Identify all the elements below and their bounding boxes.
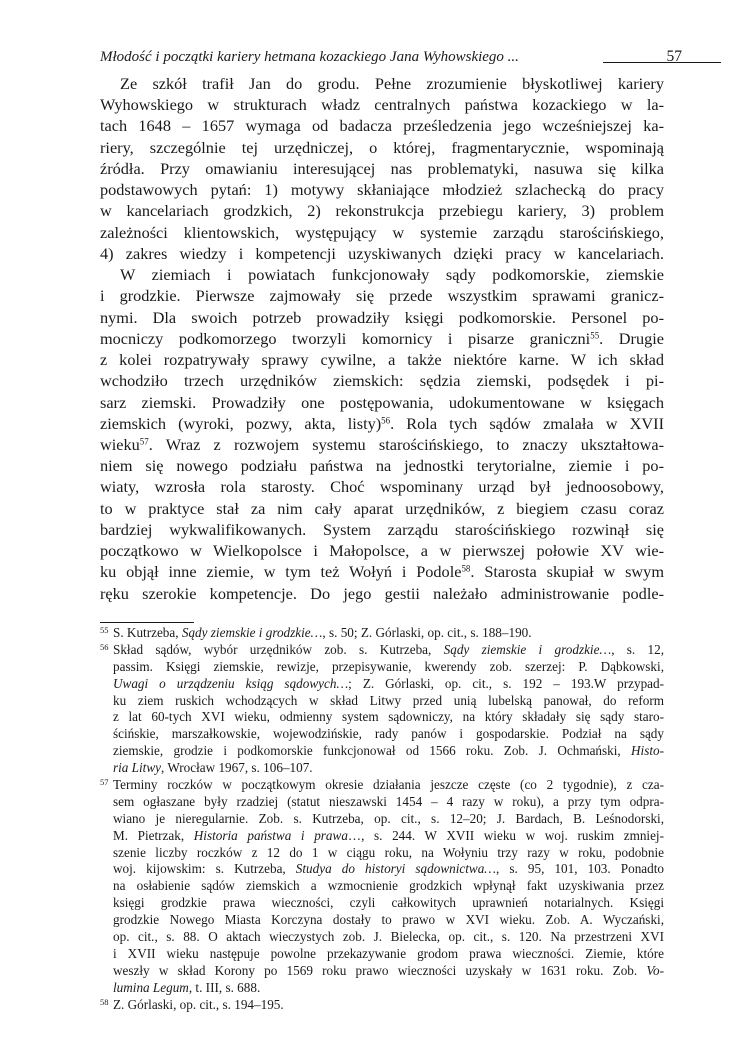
paragraph xyxy=(100,73,664,264)
text-run: zależności klientowskich, występujący w systemie zarządu starościńskiego, xyxy=(100,222,664,242)
text-run: z kolei rozpatrywały sprawy cywilne, a także niektóre karne. W ich skład xyxy=(100,350,664,370)
text-line xyxy=(113,963,664,980)
text-run: Wyhowskiego w strukturach władz centralnych państwa kozackiego w la- xyxy=(100,95,664,115)
text-line xyxy=(113,760,664,777)
text-line xyxy=(100,519,664,540)
text-run: woj. kijowskim: s. Kutrzeba, xyxy=(113,861,296,877)
text-run: niem się nowego podziału państwa na jednostki terytorialne, ziemie i po- xyxy=(100,456,664,476)
text-line xyxy=(100,540,664,561)
italic-title: Uwagi o urządzeniu ksiąg sądowych… xyxy=(113,675,349,691)
footnotes xyxy=(100,625,664,1013)
text-line xyxy=(100,158,664,179)
text-line xyxy=(113,861,664,878)
text-line xyxy=(100,94,664,115)
text-line xyxy=(100,349,664,370)
text-line xyxy=(113,726,664,743)
text-run: M. Pietrzak, xyxy=(113,827,194,843)
text-line xyxy=(100,434,664,455)
footnote-separator xyxy=(100,622,194,623)
text-run: wiano je nieregularnie. Zob. s. Kutrzeba, op. cit., s. 12–20; J. Bardach, B. Leśnodorski, xyxy=(113,810,664,826)
footnote-number: 57 xyxy=(100,777,109,788)
text-run: Z. Górlaski, op. cit., s. 194–195. xyxy=(113,996,284,1012)
text-run: , Wrocław 1967, s. 106–107. xyxy=(161,760,313,776)
text-run: na osłabienie sądów ziemskich a wzmocnienie grodzkich wpłynął fakt uzyskiwania przez xyxy=(113,878,664,894)
text-line xyxy=(100,115,664,136)
text-line xyxy=(100,179,664,200)
text-line xyxy=(113,794,664,811)
page-number: 57 xyxy=(666,48,682,65)
text-line xyxy=(113,743,664,760)
text-line xyxy=(100,328,664,349)
italic-title: ria Litwy xyxy=(113,760,161,776)
text-run: grodzkie Nowego Miasta Korczyna dostały to prawo w XVI wieku. Zob. A. Wyczański, xyxy=(113,912,664,928)
running-header xyxy=(100,47,682,67)
footnote xyxy=(100,625,664,642)
text-line xyxy=(113,676,664,693)
text-line xyxy=(100,455,664,476)
text-run: …, s. 244. W XVII wieku w woj. ruskim zmniej- xyxy=(347,827,664,843)
text-line xyxy=(100,392,664,413)
text-line xyxy=(113,878,664,895)
text-run: 4) zakres wiedzy i kompetencji uzyskiwanych dzięki pracy w kancelariach. xyxy=(100,243,664,263)
text-run: op. cit., s. 88. O aktach wieczystych zob. J. Bielecka, op. cit., s. 120. Na przestrzeni XVI xyxy=(113,929,664,945)
text-run: szenie liczby roczków z 12 do 1 w ciągu roku, na Wołyniu trzy razy w roku, podobnie xyxy=(113,844,664,860)
text-run: Skład sądów, wybór urzędników zob. s. Kutrzeba, xyxy=(113,641,444,657)
footnote-reference: 58 xyxy=(461,564,471,575)
footnote xyxy=(100,997,664,1014)
text-line xyxy=(100,307,664,328)
footnote xyxy=(100,642,664,777)
text-run: to w praktyce stał za nim cały aparat urzędników, z biegiem czasu coraz xyxy=(100,498,664,518)
text-run: ziemskie, grodzie i podkomorskie funkcjonował od 1566 roku. Zob. J. Ochmański, xyxy=(113,743,632,759)
text-run: sem ogłaszane były rzadziej (statut nieszawski 1454 – 4 razy w roku), a przy tym odpra- xyxy=(113,793,664,809)
footnote-number: 58 xyxy=(100,996,109,1007)
text-line xyxy=(100,73,664,94)
text-line xyxy=(100,413,664,434)
text-run: ; Z. Górlaski, op. cit., s. 192 – 193.W przypad- xyxy=(348,675,664,691)
footnote-reference: 57 xyxy=(139,436,149,447)
text-line xyxy=(100,498,664,519)
text-line xyxy=(113,929,664,946)
text-run: weszły w skład Korony po 1569 roku prawo wieczności uzyskały w 1631 roku. Zob. xyxy=(113,962,647,978)
main-text xyxy=(100,73,664,604)
italic-title: lumina Legum xyxy=(113,979,189,995)
footnote-number: 56 xyxy=(100,641,109,652)
text-run: wiaty, wzrosła rola starosty. Choć wspominany urząd był jednoosobowy, xyxy=(100,477,664,497)
text-run: W ziemiach i powiatach funkcjonowały sądy podkomorskie, ziemskie xyxy=(120,265,664,285)
text-run: z lat 60-tych XVI wieku, odmienny system sądowniczy, na który składały się sądy staro- xyxy=(113,709,664,725)
running-title: Młodość i początki kariery hetmana kozackiego Jana Wyhowskiego ... xyxy=(100,49,519,65)
text-run: ręku szerokie kompetencje. Do jego gestii należało administrowanie podle- xyxy=(100,583,664,603)
text-run: Ze szkół trafił Jan do grodu. Pełne zrozumienie błyskotliwej kariery xyxy=(120,74,664,93)
footnote-number: 55 xyxy=(100,625,109,635)
text-line xyxy=(100,561,664,582)
text-run: . Starosta skupiał w swym xyxy=(470,562,664,582)
text-line xyxy=(113,811,664,828)
italic-title: Historia państwa i prawa xyxy=(193,827,348,843)
text-run: . Wraz z rozwojem systemu starościńskiego, to znaczy ukształtowa- xyxy=(148,434,664,454)
footnote-reference: 55 xyxy=(590,330,600,341)
text-line xyxy=(100,583,664,604)
text-line xyxy=(113,845,664,862)
text-run: Terminy roczków w początkowym okresie działania jeszcze częste (co 2 tygodnie), z cza- xyxy=(113,777,664,793)
text-run: . Rola tych sądów zmalała w XVII xyxy=(390,413,665,433)
text-run: riery, szczególnie tej urzędniczej, o której, fragmentarycznie, wspominają xyxy=(100,137,664,157)
text-run: i XVII wieku następuje powolne przekazywanie grodom prawa wieczności. Ziemie, które xyxy=(113,945,664,961)
text-run: księgi grodzkie prawa wieczności, czyli całkowitych uprawnień notarialnych. Księgi xyxy=(113,895,664,911)
text-run: w kancelariach grodzkich, 2) rekonstrukcja przebiegu kariery, 3) problem xyxy=(100,201,664,221)
text-line xyxy=(113,946,664,963)
text-line xyxy=(100,243,664,264)
text-run: podstawowych pytań: 1) motywy skłaniające młodzież szlachecką do pracy xyxy=(100,180,664,200)
text-run: bardziej wykwalifikowanych. System zarządu starościńskiego rozwinął się xyxy=(100,519,664,539)
text-run: , s. 95, 101, 103. Ponadto xyxy=(496,861,664,877)
italic-title: Histo- xyxy=(631,743,664,759)
text-line xyxy=(113,625,664,642)
text-line xyxy=(100,370,664,391)
italic-title: Sądy ziemskie i grodzkie… xyxy=(443,641,612,657)
text-line xyxy=(113,659,664,676)
text-run: wieku xyxy=(100,434,140,454)
text-line xyxy=(113,912,664,929)
footnote-reference: 56 xyxy=(381,415,391,426)
text-line xyxy=(113,709,664,726)
text-run: , t. III, s. 688. xyxy=(188,979,261,995)
text-line xyxy=(100,222,664,243)
text-run: wchodziło trzech urzędników ziemskich: sędzia ziemski, podsędek i pi- xyxy=(100,371,664,391)
text-line xyxy=(100,285,664,306)
text-line xyxy=(100,264,664,285)
text-line xyxy=(113,828,664,845)
text-line xyxy=(113,777,664,794)
text-run: i grodzkie. Pierwsze zajmowały się przede wszystkim sprawami granicz- xyxy=(100,286,664,306)
paragraph xyxy=(100,264,664,604)
text-run: . Drugie xyxy=(599,328,664,348)
header-rule xyxy=(603,62,721,63)
text-line xyxy=(113,997,664,1014)
text-run: tach 1648 – 1657 wymaga od badacza prześledzenia jego wcześniejszej ka- xyxy=(100,116,664,136)
text-run: , s. 12, xyxy=(611,641,665,657)
text-line xyxy=(113,980,664,997)
text-run: źródła. Przy omawianiu interesującej nas problematyki, nasuwa się kilka xyxy=(100,158,664,178)
text-run: ziemskich (wyroki, pozwy, akta, listy) xyxy=(100,413,382,433)
text-run: ścińskie, marszałkowskie, wojewodzińskie, rady panów i gospodarskie. Podział na sądy xyxy=(113,726,664,742)
text-line xyxy=(113,642,664,659)
text-run: , s. 50; Z. Górlaski, op. cit., s. 188–190. xyxy=(322,625,532,640)
italic-title: Studya do historyi sądownictwa… xyxy=(295,861,497,877)
text-run: ku ziem ruskich wchodzących w skład Litwy przed unią lubelską panował, do reform xyxy=(113,692,664,708)
text-run: mocniczy podkomorzego tworzyli komornicy i pisarze graniczni xyxy=(100,328,591,348)
text-line xyxy=(100,476,664,497)
text-run: nymi. Dla swoich potrzeb prowadziły księgi podkomorskie. Personel po- xyxy=(100,307,664,327)
text-line xyxy=(113,895,664,912)
footnote xyxy=(100,777,664,997)
text-line xyxy=(100,200,664,221)
text-line xyxy=(100,137,664,158)
text-run: ku objął inne ziemie, w tym też Wołyń i Podole xyxy=(100,562,462,582)
text-line xyxy=(113,693,664,710)
italic-title: Vo- xyxy=(646,962,664,978)
italic-title: Sądy ziemskie i grodzkie… xyxy=(181,625,323,640)
text-run: S. Kutrzeba, xyxy=(113,625,182,640)
text-run: sarz ziemski. Prowadziły one postępowania, udokumentowane w księgach xyxy=(100,392,664,412)
text-run: początkowo w Wielkopolsce i Małopolsce, a w pierwszej połowie XV wie- xyxy=(100,541,664,561)
text-run: passim. Księgi ziemskie, rewizje, przepisywanie, kwerendy zob. szerzej: P. Dąbkowski, xyxy=(113,658,664,674)
